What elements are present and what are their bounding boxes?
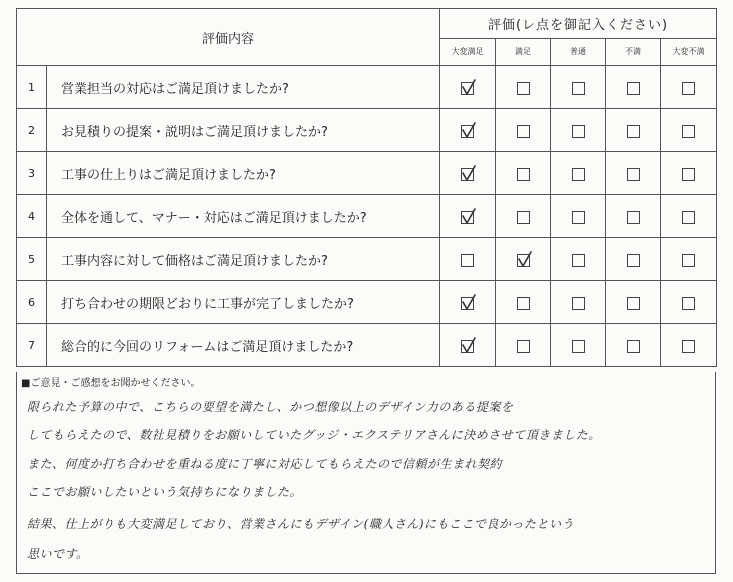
rating-cell xyxy=(661,281,717,324)
rating-cell xyxy=(606,152,661,195)
rating-checkbox[interactable] xyxy=(682,340,695,353)
option-neutral: 普通 xyxy=(551,38,606,65)
question-row xyxy=(17,109,717,152)
rating-checkbox[interactable] xyxy=(461,297,474,310)
rating-cell xyxy=(551,238,606,281)
evaluation-table xyxy=(16,8,717,367)
question-number: 3 xyxy=(17,152,47,195)
checkmark-icon xyxy=(460,293,478,313)
checkmark-icon xyxy=(460,121,478,141)
checkmark-icon xyxy=(460,336,478,356)
rating-checkbox[interactable] xyxy=(461,254,474,267)
question-text: 全体を通して、マナー・対応はご満足頂けましたか? xyxy=(47,195,440,238)
rating-checkbox[interactable] xyxy=(572,297,585,310)
rating-cell xyxy=(496,238,551,281)
question-row xyxy=(17,66,717,109)
rating-cell xyxy=(551,281,606,324)
question-row xyxy=(17,281,717,324)
checkmark-icon xyxy=(460,78,478,98)
rating-checkbox[interactable] xyxy=(572,211,585,224)
rating-cell xyxy=(496,195,551,238)
rating-checkbox[interactable] xyxy=(572,82,585,95)
question-number: 6 xyxy=(17,281,47,324)
rating-cell xyxy=(551,152,606,195)
rating-cell xyxy=(661,109,717,152)
comment-line: また、何度か打ち合わせを重ねる度に丁寧に対応してもらえたので信頼が生まれ契約 xyxy=(27,457,503,471)
rating-checkbox[interactable] xyxy=(572,340,585,353)
rating-cell xyxy=(440,109,496,152)
rating-cell xyxy=(496,281,551,324)
rating-cell xyxy=(440,238,496,281)
rating-cell xyxy=(661,324,717,367)
rating-checkbox[interactable] xyxy=(627,340,640,353)
question-number: 1 xyxy=(17,66,47,109)
question-row xyxy=(17,152,717,195)
option-satisfied: 満足 xyxy=(496,38,551,65)
rating-cell xyxy=(551,195,606,238)
rating-cell xyxy=(606,109,661,152)
question-number: 4 xyxy=(17,195,47,238)
checkmark-icon xyxy=(460,164,478,184)
comment-label: ■ご意見・ご感想をお聞かせください。 xyxy=(21,378,201,389)
rating-cell xyxy=(606,324,661,367)
question-row xyxy=(17,195,717,238)
rating-cell xyxy=(606,195,661,238)
option-very-satisfied: 大変満足 xyxy=(440,38,496,65)
option-dissatisfied: 不満 xyxy=(606,38,661,65)
rating-cell xyxy=(440,66,496,109)
rating-cell xyxy=(440,152,496,195)
rating-cell xyxy=(661,238,717,281)
question-number: 7 xyxy=(17,324,47,367)
rating-checkbox[interactable] xyxy=(627,297,640,310)
rating-cell xyxy=(496,109,551,152)
question-row xyxy=(17,324,717,367)
rating-cell xyxy=(606,281,661,324)
rating-checkbox[interactable] xyxy=(517,340,530,353)
comment-line: 限られた予算の中で、こちらの要望を満たし、かつ想像以上のデザイン力のある提案を xyxy=(27,400,514,414)
rating-checkbox[interactable] xyxy=(627,82,640,95)
question-number: 5 xyxy=(17,238,47,281)
rating-checkbox[interactable] xyxy=(461,168,474,181)
rating-cell xyxy=(661,195,717,238)
question-row xyxy=(17,238,717,281)
rating-cell xyxy=(551,109,606,152)
rating-checkbox[interactable] xyxy=(461,125,474,138)
rating-cell xyxy=(551,324,606,367)
question-text: 工事内容に対して価格はご満足頂けましたか? xyxy=(47,238,440,281)
rating-cell xyxy=(551,66,606,109)
rating-checkbox[interactable] xyxy=(517,82,530,95)
checkmark-icon xyxy=(460,207,478,227)
evaluation-header: 評価(レ点を御記入ください) xyxy=(440,9,717,39)
rating-checkbox[interactable] xyxy=(461,82,474,95)
rating-checkbox[interactable] xyxy=(572,254,585,267)
question-text: 営業担当の対応はご満足頂けましたか? xyxy=(47,66,440,109)
rating-cell xyxy=(440,324,496,367)
question-text: 総合的に今回のリフォームはご満足頂けましたか? xyxy=(47,324,440,367)
rating-cell xyxy=(440,195,496,238)
rating-cell xyxy=(496,66,551,109)
rating-cell xyxy=(440,281,496,324)
rating-checkbox[interactable] xyxy=(627,168,640,181)
rating-checkbox[interactable] xyxy=(517,211,530,224)
rating-checkbox[interactable] xyxy=(517,168,530,181)
rating-checkbox[interactable] xyxy=(572,168,585,181)
rating-cell xyxy=(661,66,717,109)
option-very-dissatisfied: 大変不満 xyxy=(661,38,717,65)
rating-checkbox[interactable] xyxy=(517,297,530,310)
question-number: 2 xyxy=(17,109,47,152)
comment-section xyxy=(16,372,716,574)
comment-line: してもらえたので、数社見積りをお願いしていたグッジ・エクステリアさんに決めさせて頂きました。 xyxy=(27,428,601,442)
rating-checkbox[interactable] xyxy=(517,125,530,138)
checkmark-icon xyxy=(516,250,534,270)
rating-cell xyxy=(606,66,661,109)
question-text: お見積りの提案・説明はご満足頂けましたか? xyxy=(47,109,440,152)
content-header: 評価内容 xyxy=(17,9,440,66)
rating-cell xyxy=(496,324,551,367)
question-text: 打ち合わせの期限どおりに工事が完了しましたか? xyxy=(47,281,440,324)
rating-cell xyxy=(496,152,551,195)
rating-checkbox[interactable] xyxy=(461,211,474,224)
rating-checkbox[interactable] xyxy=(627,254,640,267)
rating-checkbox[interactable] xyxy=(682,82,695,95)
rating-checkbox[interactable] xyxy=(517,254,530,267)
question-text: 工事の仕上りはご満足頂けましたか? xyxy=(47,152,440,195)
rating-checkbox[interactable] xyxy=(682,168,695,181)
rating-checkbox[interactable] xyxy=(627,125,640,138)
rating-checkbox[interactable] xyxy=(682,254,695,267)
comment-line: 結果、仕上がりも大変満足しており、営業さんにもデザイン(職人さん)にもここで良かったという xyxy=(27,517,575,531)
rating-checkbox[interactable] xyxy=(682,125,695,138)
rating-checkbox[interactable] xyxy=(461,340,474,353)
comment-line: 思いです。 xyxy=(27,547,89,561)
rating-checkbox[interactable] xyxy=(572,125,585,138)
rating-checkbox[interactable] xyxy=(682,297,695,310)
rating-cell xyxy=(606,238,661,281)
rating-checkbox[interactable] xyxy=(682,211,695,224)
comment-line: ここでお願いしたいという気持ちになりました。 xyxy=(27,485,303,499)
rating-checkbox[interactable] xyxy=(627,211,640,224)
rating-cell xyxy=(661,152,717,195)
